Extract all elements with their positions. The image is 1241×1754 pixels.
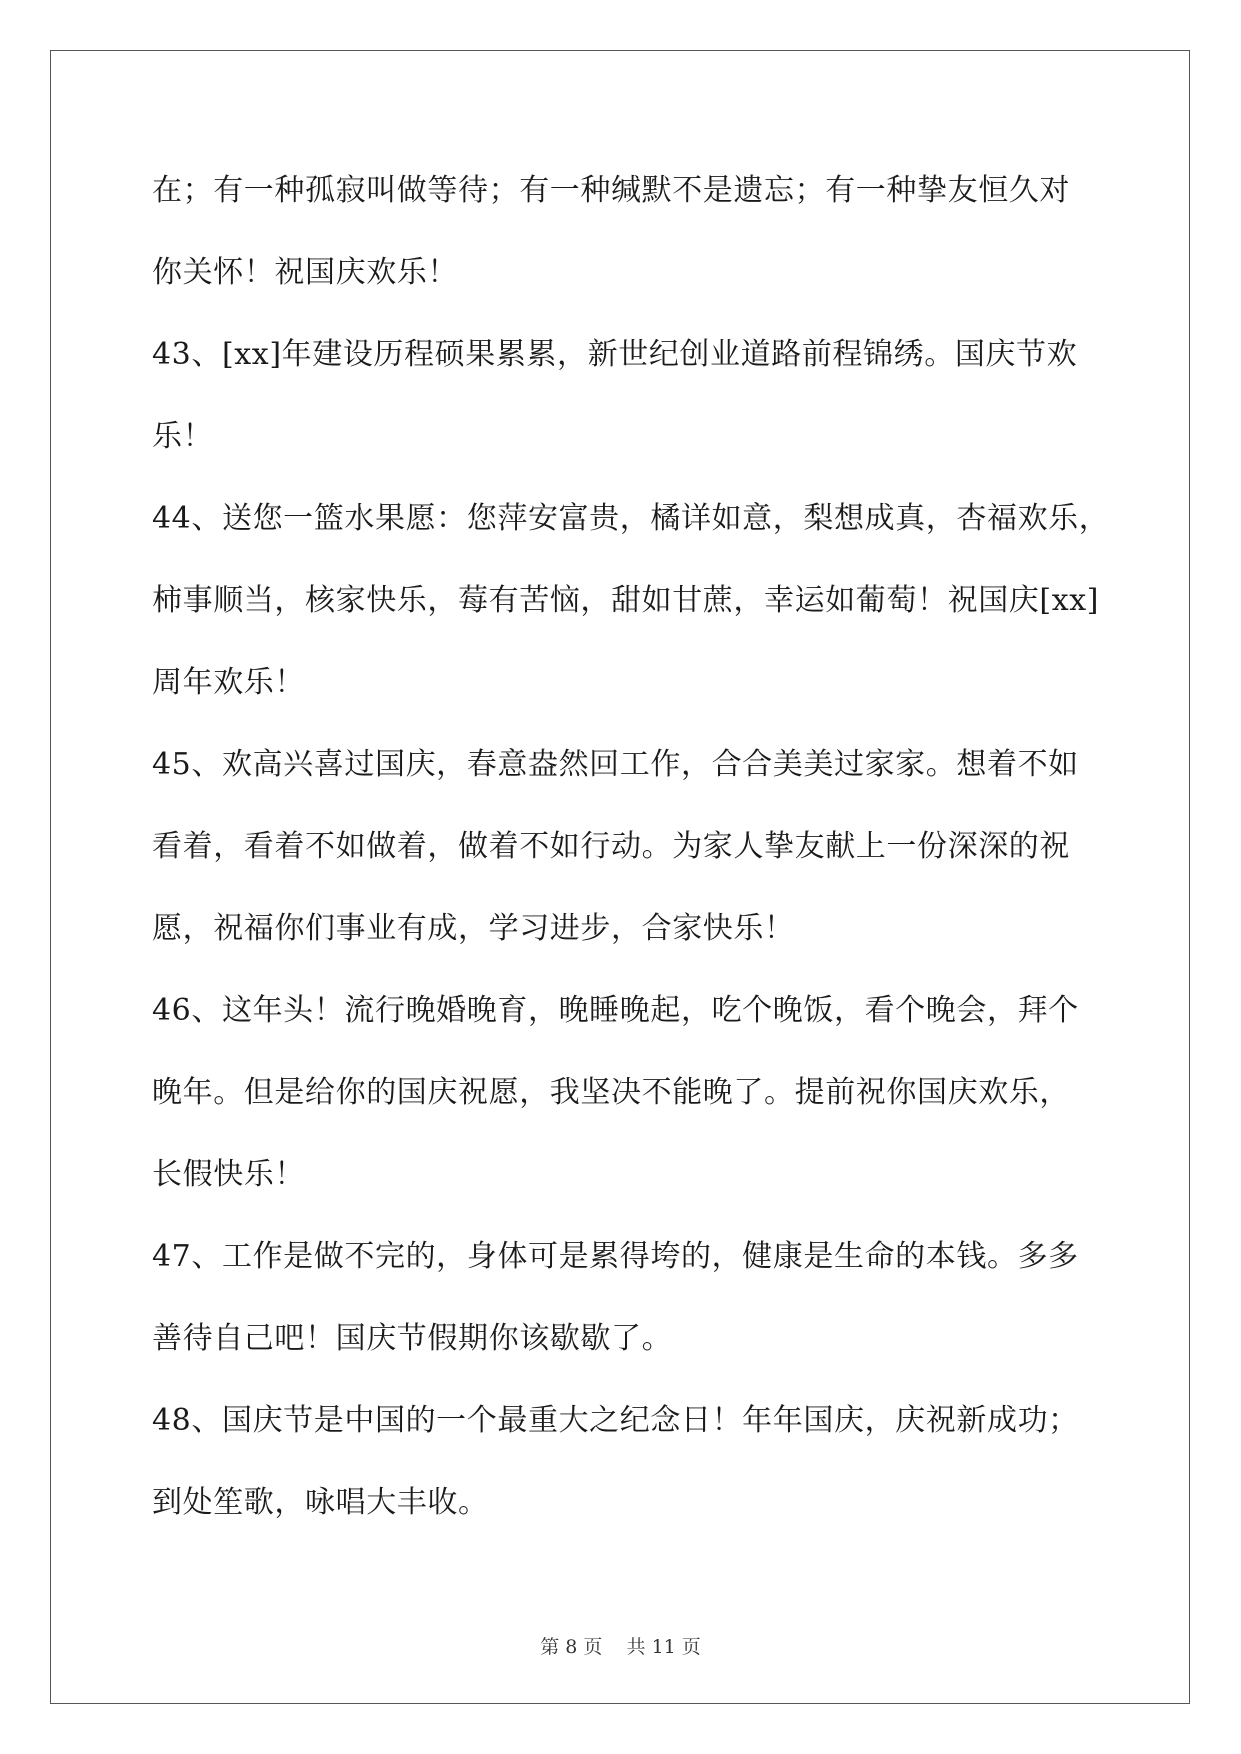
text-line: 愿，祝福你们事业有成，学习进步，合家快乐！ <box>152 911 795 946</box>
text-line: 善待自己吧！国庆节假期你该歇歇了。 <box>152 1321 673 1356</box>
page-number-footer: 第 8 页 共 11 页 <box>540 1636 701 1658</box>
text-line: 47、工作是做不完的，身体可是累得垮的，健康是生命的本钱。多多 <box>152 1239 1079 1274</box>
document-body <box>152 160 1112 1554</box>
text-line: 柿事顺当，核家快乐，莓有苦恼，甜如甘蔗，幸运如葡萄！祝国庆[xx] <box>152 583 1100 618</box>
text-line: 44、送您一篮水果愿：您萍安富贵，橘详如意，梨想成真，杏福欢乐， <box>152 501 1110 536</box>
text-line: 周年欢乐！ <box>152 665 305 700</box>
text-line: 长假快乐！ <box>152 1157 305 1192</box>
text-line: 乐！ <box>152 419 214 454</box>
text-line: 48、国庆节是中国的一个最重大之纪念日！年年国庆，庆祝新成功； <box>152 1403 1079 1438</box>
text-line: 晚年。但是给你的国庆祝愿，我坚决不能晚了。提前祝你国庆欢乐， <box>152 1075 1070 1110</box>
text-line: 45、欢高兴喜过国庆，春意盎然回工作，合合美美过家家。想着不如 <box>152 747 1079 782</box>
text-line: 你关怀！祝国庆欢乐！ <box>152 255 458 290</box>
text-line: 看着，看着不如做着，做着不如行动。为家人挚友献上一份深深的祝 <box>152 829 1070 864</box>
text-line: 在；有一种孤寂叫做等待；有一种缄默不是遗忘；有一种挚友恒久对 <box>152 173 1070 208</box>
text-line: 到处笙歌，咏唱大丰收。 <box>152 1485 489 1520</box>
text-line: 46、这年头！流行晚婚晚育，晚睡晚起，吃个晚饭，看个晚会，拜个 <box>152 993 1079 1028</box>
text-line: 43、[xx]年建设历程硕果累累，新世纪创业道路前程锦绣。国庆节欢 <box>152 337 1078 372</box>
